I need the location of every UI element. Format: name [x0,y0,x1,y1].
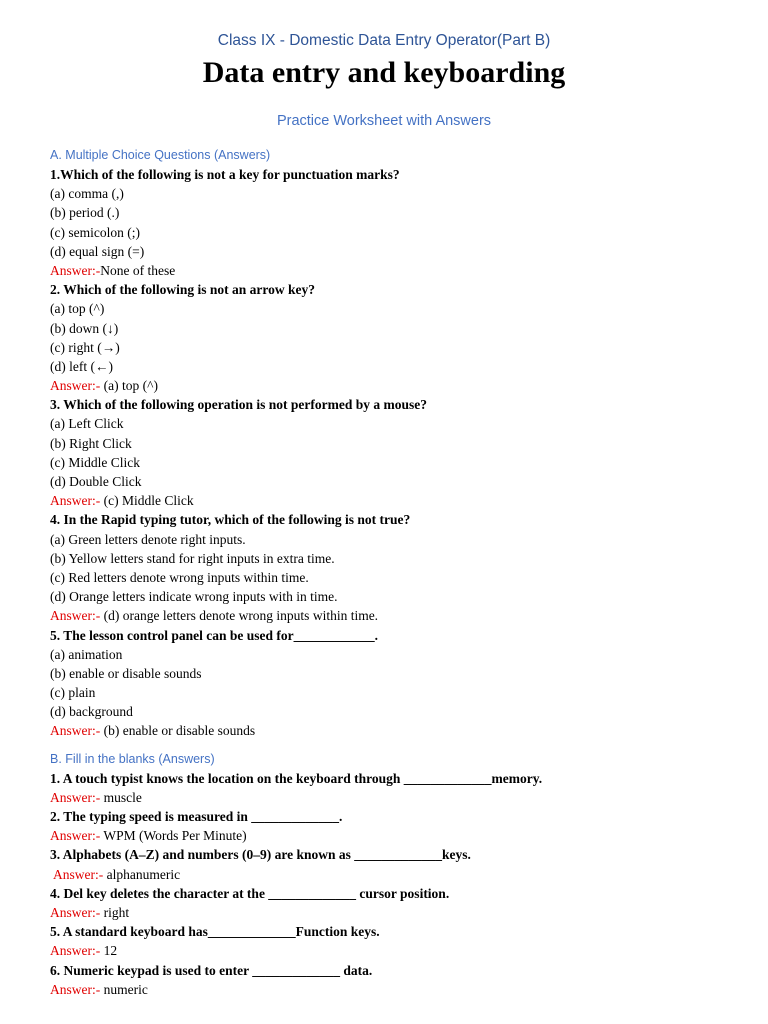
question-text: 1.Which of the following is not a key for punctuation marks? [50,167,400,182]
option-a: (a) Green letters denote right inputs. [50,531,246,547]
answer-line [50,606,730,625]
question-text: 1. A touch typist knows the location on the keyboard through _____________memory. [50,770,543,786]
answer-label: Answer:- [50,789,101,805]
answer-label: Answer:- [50,943,101,959]
option-a: (a) comma (,) [50,186,124,202]
answer-label: Answer:- [50,828,101,844]
option-c: (c) right (→) [50,339,120,355]
option-b: (b) period (.) [50,205,120,221]
answer-label: Answer:- [53,866,104,882]
mcq-question-2 [50,280,730,395]
question-text: 3. Which of the following operation is not performed by a mouse? [50,397,427,413]
section-b-heading: B. Fill in the blanks (Answers) [50,751,215,766]
answer-line [50,941,730,960]
answer-text: None of these [100,262,176,278]
option-d: (d) left (←) [50,358,113,374]
section-a-heading: A. Multiple Choice Questions (Answers) [50,148,271,162]
answer-label: Answer:- [50,262,101,278]
answer-label: Answer:- [50,723,101,739]
answer-label: Answer:- [50,904,101,920]
question-text: 3. Alphabets (A–Z) and numbers (0–9) are known as _____________keys. [50,847,471,863]
fill-question-5 [50,922,730,960]
fill-question-3 [50,845,730,883]
option-b: (b) Yellow letters stand for right inputs in extra time. [50,550,335,566]
mcq-question-5 [50,626,730,741]
option-c: (c) Middle Click [50,454,140,470]
question-text: 5. The lesson control panel can be used for____________. [50,627,379,643]
option-a: (a) animation [50,646,123,662]
fill-question-4 [50,884,730,922]
answer-line [50,261,730,280]
answer-text: 12 [100,943,118,959]
worksheet-content [50,146,730,999]
answer-line [50,903,730,922]
fill-question-6 [50,961,730,999]
question-text: 2. The typing speed is measured in _____________. [50,809,343,824]
option-d: (d) background [50,704,133,720]
option-b: (b) enable or disable sounds [50,665,202,681]
answer-label: Answer:- [50,493,101,509]
answer-text: right [100,904,130,920]
answer-line [50,865,730,884]
answer-text: (d) orange letters denote wrong inputs within time. [100,608,379,624]
answer-text: (c) Middle Click [100,493,194,509]
option-b: (b) down (↓) [50,320,119,336]
page-subtitle: Practice Worksheet with Answers [276,113,492,129]
question-text: 6. Numeric keypad is used to enter _____________ data. [50,962,373,978]
mcq-question-1 [50,165,730,280]
answer-text: alphanumeric [103,866,181,882]
answer-text: numeric [100,981,148,997]
answer-line [50,376,730,395]
answer-line [50,980,730,999]
question-text: 5. A standard keyboard has_____________Function keys. [50,924,380,940]
answer-line [50,721,730,740]
question-text: 2. Which of the following is not an arrow key? [50,282,316,298]
option-a: (a) top (^) [50,301,105,317]
section-a [50,146,730,741]
answer-label: Answer:- [50,608,101,624]
option-c: (c) plain [50,685,96,701]
option-c: (c) semicolon (;) [50,224,140,240]
answer-line [50,826,730,845]
answer-label: Answer:- [50,981,101,997]
option-d: (d) Double Click [50,474,142,489]
answer-text: (a) top (^) [100,378,158,394]
option-b: (b) Right Click [50,435,132,451]
page-title: Data entry and keyboarding [202,56,566,89]
answer-line [50,788,730,807]
option-d: (d) equal sign (=) [50,243,145,259]
fill-question-1 [50,769,730,807]
option-d: (d) Orange letters indicate wrong inputs with in time. [50,589,338,605]
section-b [50,750,730,999]
answer-label: Answer:- [50,378,101,394]
answer-line [50,491,730,510]
mcq-question-4 [50,510,730,625]
question-text: 4. In the Rapid typing tutor, which of the following is not true? [50,512,411,528]
course-title: Class IX - Domestic Data Entry Operator(Part B) [217,32,551,49]
answer-text: muscle [100,789,142,805]
question-text: 4. Del key deletes the character at the _____________ cursor position. [50,885,450,901]
fill-question-2 [50,807,730,845]
option-a: (a) Left Click [50,416,124,432]
mcq-question-3 [50,395,730,510]
answer-text: (b) enable or disable sounds [100,723,256,739]
answer-text: WPM (Words Per Minute) [100,828,247,844]
option-c: (c) Red letters denote wrong inputs within time. [50,569,309,585]
